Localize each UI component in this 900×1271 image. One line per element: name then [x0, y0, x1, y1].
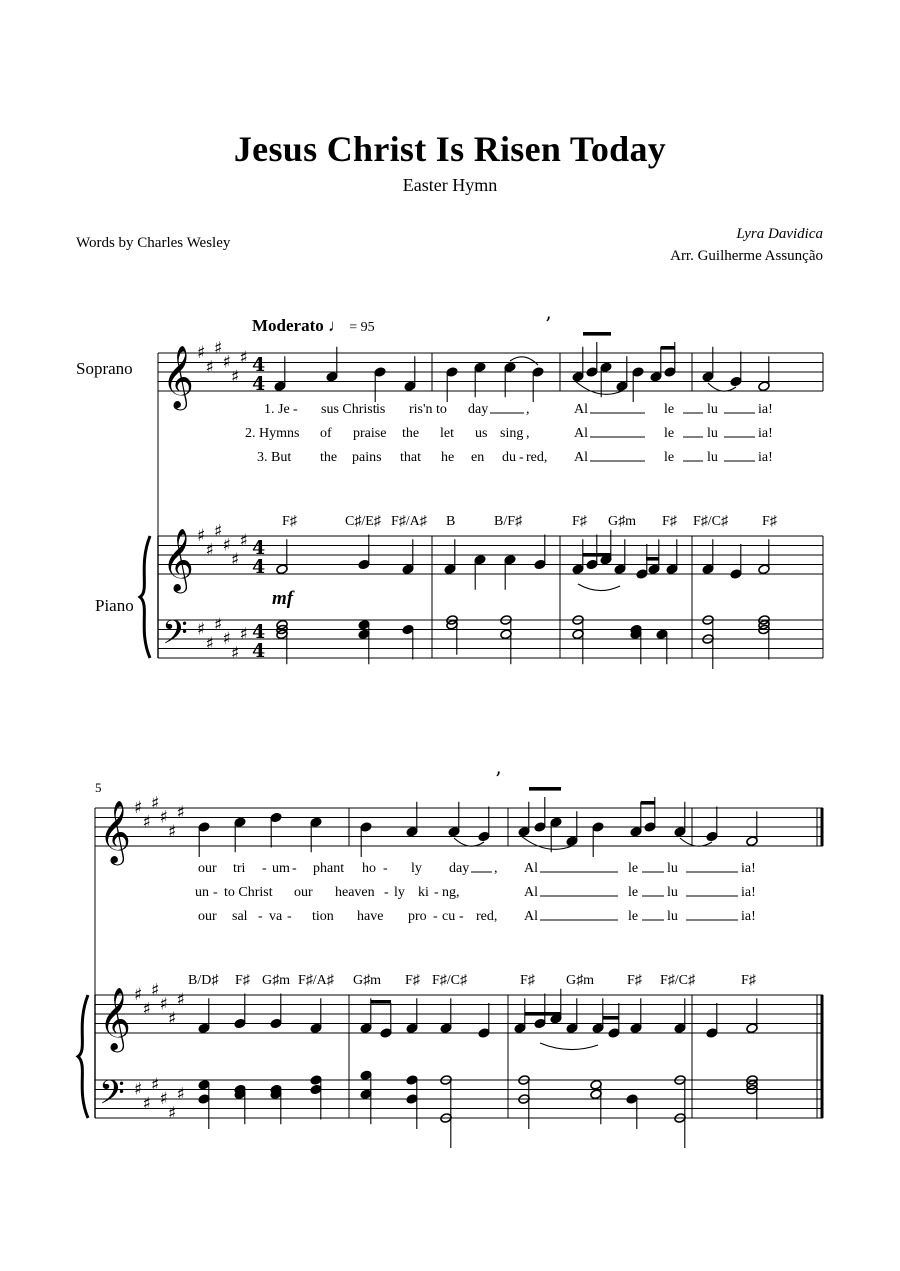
treble-clef-icon: 𝄞 — [99, 800, 131, 863]
lyric-syllable: lu — [667, 909, 678, 924]
lyric-syllable: - — [293, 402, 298, 417]
sharp-icon: ♯ — [134, 798, 143, 818]
lyric-syllable: le — [628, 861, 639, 876]
lyric-syllable: ly — [394, 885, 405, 900]
lyric-syllable: phant — [313, 861, 345, 876]
sharp-icon: ♯ — [142, 812, 151, 833]
measure-number: 5 — [95, 780, 102, 795]
lyric-syllable: lu — [667, 885, 678, 900]
lyric-syllable: ia! — [741, 861, 756, 876]
note-beam — [603, 1016, 619, 1020]
dynamic-mark: mf — [272, 588, 294, 609]
sharp-icon: ♯ — [214, 521, 223, 542]
sharp-icon: ♯ — [142, 1093, 151, 1114]
lyric-syllable: cu — [442, 909, 456, 924]
sharp-icon: ♯ — [168, 821, 177, 842]
lyric-syllable: en — [471, 450, 485, 465]
lyricist-credit: Words by Charles Wesley — [76, 235, 231, 251]
chord-symbol: G♯m — [353, 973, 381, 988]
sharp-icon: ♯ — [205, 540, 214, 561]
sharp-icon: ♯ — [222, 629, 231, 649]
chord-symbol: G♯m — [262, 973, 290, 988]
note-beam — [583, 332, 611, 336]
lyric-syllable: our — [294, 885, 313, 900]
time-signature-top: 4 — [252, 621, 266, 643]
time-signature-top: 4 — [252, 354, 266, 376]
sharp-icon: ♯ — [151, 980, 160, 1001]
lyric-syllable: Al — [524, 909, 538, 924]
lyric-syllable: - — [519, 450, 524, 465]
time-signature-top: 4 — [252, 537, 266, 559]
composer-credit: Lyra Davidica — [736, 226, 823, 242]
sharp-icon: ♯ — [239, 624, 248, 645]
slur — [540, 1043, 598, 1050]
sharp-icon: ♯ — [159, 994, 168, 1015]
chord-symbol: B/D♯ — [188, 973, 219, 988]
lyric-syllable: day — [468, 402, 489, 417]
lyric-syllable: - — [213, 885, 218, 900]
lyric-syllable: our — [198, 909, 217, 924]
lyric-syllable: Al — [524, 861, 538, 876]
lyric-syllable: sing — [500, 426, 524, 441]
chord-symbol: G♯m — [566, 973, 594, 988]
sharp-icon: ♯ — [222, 352, 231, 373]
breath-mark-icon: ’ — [495, 767, 502, 791]
lyric-syllable: , — [526, 402, 530, 417]
chord-symbol: F♯ — [282, 514, 297, 529]
quarter-note-icon: ♩ — [328, 316, 346, 335]
lyric-syllable: lu — [707, 426, 718, 441]
lyric-syllable: ia! — [758, 402, 773, 417]
lyric-syllable: , — [526, 426, 530, 441]
sharp-icon: ♯ — [231, 643, 240, 664]
piano-brace-icon — [78, 995, 88, 1118]
lyric-syllable: - — [433, 909, 438, 924]
lyric-syllable: to Christ — [224, 885, 273, 900]
lyric-syllable: day — [449, 861, 470, 876]
lyric-syllable: - — [459, 909, 464, 924]
lyric-syllable: - — [384, 885, 389, 900]
treble-clef-icon: 𝄞 — [162, 528, 194, 591]
piano-brace-icon — [140, 536, 150, 658]
chord-symbol: F♯/A♯ — [298, 973, 334, 988]
lyric-syllable: the — [402, 426, 420, 441]
chord-symbol: F♯ — [741, 973, 756, 988]
lyric-syllable: 3. But — [257, 450, 292, 465]
lyric-syllable: have — [357, 909, 384, 924]
arranger-credit: Arr. Guilherme Assunção — [670, 248, 823, 264]
chord-symbol: F♯ — [627, 973, 642, 988]
chord-symbol: F♯/C♯ — [432, 973, 468, 988]
lyric-syllable: ho — [362, 861, 376, 876]
page-subtitle: Easter Hymn — [402, 175, 498, 195]
sharp-icon: ♯ — [214, 614, 223, 635]
chord-symbol: F♯ — [235, 973, 250, 988]
chord-symbol: B/F♯ — [494, 514, 523, 529]
sharp-icon: ♯ — [176, 802, 185, 823]
lyric-syllable: lu — [707, 402, 718, 417]
lyric-syllable: lu — [707, 450, 718, 465]
lyric-syllable: Al — [574, 426, 588, 441]
tempo-bpm: = 95 — [349, 320, 375, 335]
lyric-syllable: tri — [233, 861, 246, 876]
lyric-syllable: pro — [408, 909, 427, 924]
sharp-icon: ♯ — [222, 535, 231, 556]
lyric-syllable: - — [287, 909, 292, 924]
lyric-syllable: le — [664, 450, 675, 465]
lyric-syllable: - — [434, 885, 439, 900]
lyric-syllable: red, — [526, 450, 548, 465]
sharp-icon: ♯ — [231, 549, 240, 570]
lyric-syllable: - — [258, 909, 263, 924]
slur — [521, 836, 572, 849]
lyric-syllable: sal — [232, 909, 248, 924]
lyric-syllable: praise — [353, 426, 387, 441]
lyric-syllable: du — [502, 450, 516, 465]
sharp-icon: ♯ — [176, 1084, 185, 1105]
chord-symbol: F♯/C♯ — [693, 514, 729, 529]
sharp-icon: ♯ — [197, 343, 206, 363]
lyric-syllable: ly — [411, 861, 422, 876]
lyric-syllable: of — [320, 426, 332, 441]
sharp-icon: ♯ — [205, 357, 214, 378]
lyric-syllable: , — [494, 861, 498, 876]
lyric-syllable: un — [195, 885, 209, 900]
chord-symbol: C♯/E♯ — [345, 514, 381, 529]
lyric-syllable: Al — [574, 450, 588, 465]
chord-symbol: F♯ — [405, 973, 420, 988]
sharp-icon: ♯ — [176, 989, 185, 1010]
sharp-icon: ♯ — [151, 1074, 160, 1095]
note-beam — [661, 346, 675, 350]
instrument-label-piano: Piano — [95, 596, 134, 615]
instrument-label-soprano: Soprano — [76, 359, 133, 378]
chord-symbol: F♯ — [572, 514, 587, 529]
lyric-syllable: 2. Hymns — [245, 426, 300, 441]
sharp-icon: ♯ — [134, 1079, 143, 1100]
chord-symbol: F♯ — [662, 514, 677, 529]
lyric-syllable: ia! — [758, 450, 773, 465]
lyric-syllable: - — [292, 861, 297, 876]
sharp-icon: ♯ — [197, 619, 206, 640]
time-signature-bottom: 4 — [252, 373, 266, 395]
sharp-icon: ♯ — [134, 985, 143, 1005]
lyric-syllable: Al — [574, 402, 588, 417]
sharp-icon: ♯ — [168, 1008, 177, 1029]
chord-symbol: G♯m — [608, 514, 636, 529]
lyric-syllable: le — [628, 909, 639, 924]
lyric-syllable: sus Christ — [321, 402, 377, 417]
slur — [575, 381, 622, 394]
lyric-syllable: - — [262, 861, 267, 876]
sharp-icon: ♯ — [205, 633, 214, 654]
lyric-syllable: - — [383, 861, 388, 876]
page-title: Jesus Christ Is Risen Today — [233, 129, 667, 169]
sharp-icon: ♯ — [168, 1103, 177, 1124]
chord-symbol: F♯/C♯ — [660, 973, 696, 988]
time-signature-bottom: 4 — [252, 640, 266, 662]
sharp-icon: ♯ — [239, 530, 248, 551]
tempo-word: Moderato — [252, 316, 324, 335]
lyric-syllable: that — [400, 450, 421, 465]
chord-symbol: F♯ — [762, 514, 777, 529]
lyric-syllable: ia! — [758, 426, 773, 441]
lyric-syllable: let — [440, 426, 454, 441]
bass-clef-icon: 𝄢 — [162, 614, 188, 660]
lyric-syllable: le — [664, 402, 675, 417]
lyric-syllable: ki — [418, 885, 429, 900]
lyric-syllable: red, — [476, 909, 498, 924]
lyric-syllable: le — [628, 885, 639, 900]
sharp-icon: ♯ — [159, 1089, 168, 1109]
lyric-syllable: le — [664, 426, 675, 441]
lyric-syllable: lu — [667, 861, 678, 876]
bass-clef-icon: 𝄢 — [99, 1074, 125, 1120]
lyric-syllable: the — [320, 450, 338, 465]
note-beam — [641, 801, 655, 805]
lyric-syllable: ia! — [741, 885, 756, 900]
lyric-syllable: ris'n to — [409, 402, 447, 417]
lyric-syllable: ng, — [442, 885, 460, 900]
sharp-icon: ♯ — [197, 526, 206, 546]
sharp-icon: ♯ — [239, 347, 248, 368]
breath-mark-icon: ’ — [545, 312, 552, 336]
lyric-syllable: ia! — [741, 909, 756, 924]
sharp-icon: ♯ — [214, 338, 223, 359]
treble-clef-icon: 𝄞 — [99, 987, 131, 1050]
lyric-syllable: us — [475, 426, 488, 441]
time-signature-bottom: 4 — [252, 556, 266, 578]
note-beam — [583, 553, 611, 557]
lyric-syllable: um — [272, 861, 290, 876]
lyric-syllable: heaven — [335, 885, 375, 900]
chord-symbol: F♯/A♯ — [391, 514, 427, 529]
lyric-syllable: pains — [352, 450, 382, 465]
note-beam — [525, 1012, 561, 1016]
sharp-icon: ♯ — [159, 807, 168, 828]
lyric-syllable: he — [441, 450, 455, 465]
sharp-icon: ♯ — [231, 366, 240, 387]
treble-clef-icon: 𝄞 — [162, 345, 194, 408]
slur — [578, 584, 620, 591]
lyric-syllable: 1. Je — [264, 402, 290, 417]
sharp-icon: ♯ — [151, 793, 160, 814]
lyric-syllable: tion — [312, 909, 334, 924]
note-beam — [646, 557, 659, 561]
lyric-syllable: our — [198, 861, 217, 876]
chord-symbol: B — [446, 514, 456, 529]
lyric-syllable: is — [376, 402, 386, 417]
sharp-icon: ♯ — [142, 999, 151, 1020]
chord-symbol: F♯ — [520, 973, 535, 988]
note-beam — [529, 787, 561, 791]
lyric-syllable: Al — [524, 885, 538, 900]
note-beam — [371, 1000, 391, 1004]
lyric-syllable: va — [269, 909, 283, 924]
